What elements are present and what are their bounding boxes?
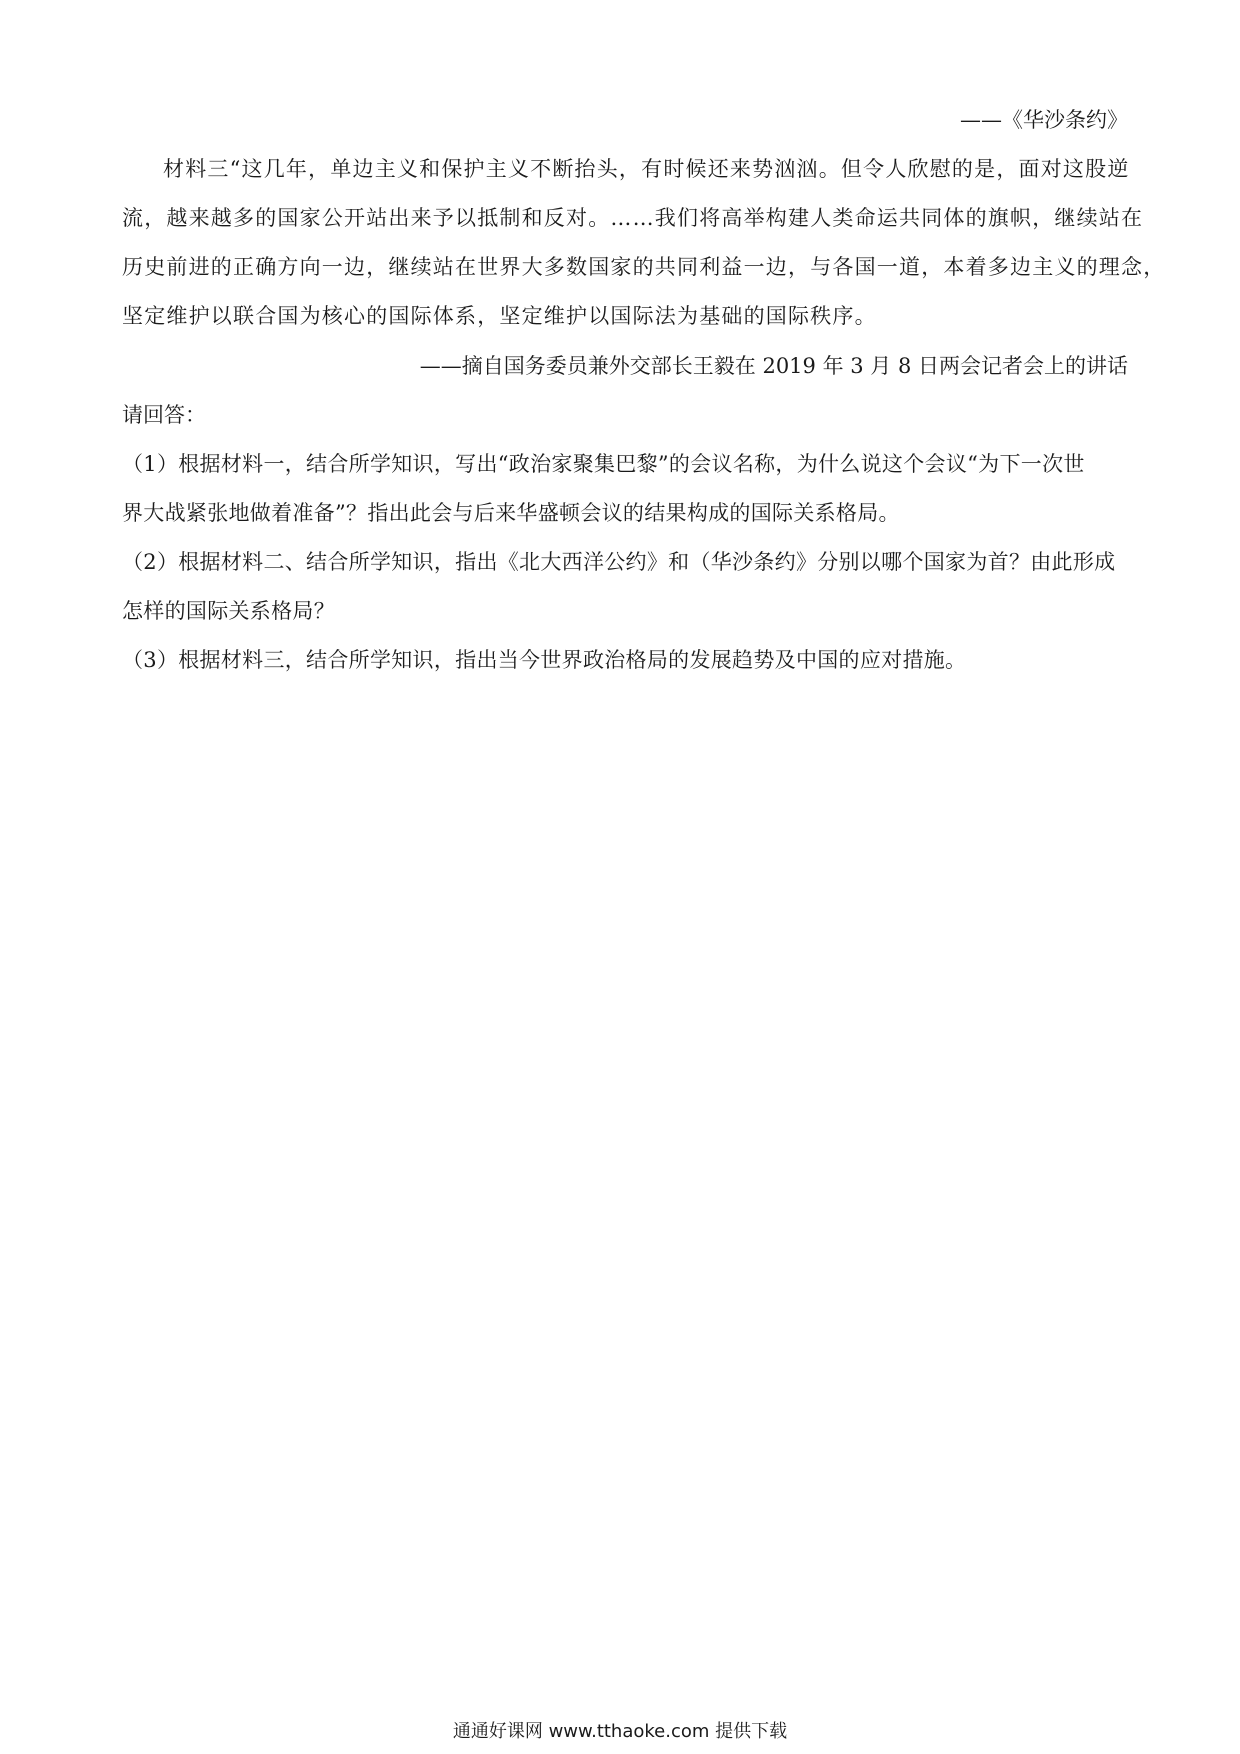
question-3-line-1: （3）根据材料三，结合所学知识，指出当今世界政治格局的发展趋势及中国的应对措施。	[122, 648, 967, 672]
material3-source: ——摘自国务委员兼外交部长王毅在 2019 年 3 月 8 日两会记者会上的讲话	[419, 354, 1128, 378]
question-2-line-2: 怎样的国际关系格局？	[122, 599, 335, 623]
material3-line-2: 流，越来越多的国家公开站出来予以抵制和反对。……我们将高举构建人类命运共同体的旗帜，继续站在	[122, 206, 1144, 230]
question-1-line-2: 界大战紧张地做着准备”？指出此会与后来华盛顿会议的结果构成的国际关系格局。	[122, 501, 900, 525]
material3-line-3: 历史前进的正确方向一边，继续站在世界大多数国家的共同利益一边，与各国一道，本着多边主义的理念，	[122, 255, 1166, 279]
material2-source: ——《华沙条约》	[960, 108, 1128, 132]
question-1-line-1: （1）根据材料一，结合所学知识，写出“政治家聚集巴黎”的会议名称，为什么说这个会议“为下一次世	[122, 452, 1085, 476]
answer-prompt: 请回答：	[122, 403, 206, 427]
question-2-line-1: （2）根据材料二、结合所学知识，指出《北大西洋公约》和（华沙条约》分别以哪个国家为首？由此形成	[122, 550, 1116, 574]
material3-line-4: 坚定维护以联合国为核心的国际体系，坚定维护以国际法为基础的国际秩序。	[122, 304, 877, 328]
page-footer: 通通好课网 www.tthaoke.com 提供下载	[452, 1721, 788, 1742]
material3-line-1: 材料三“这几年，单边主义和保护主义不断抬头，有时候还来势汹汹。但令人欣慰的是，面对这股逆	[163, 157, 1130, 181]
